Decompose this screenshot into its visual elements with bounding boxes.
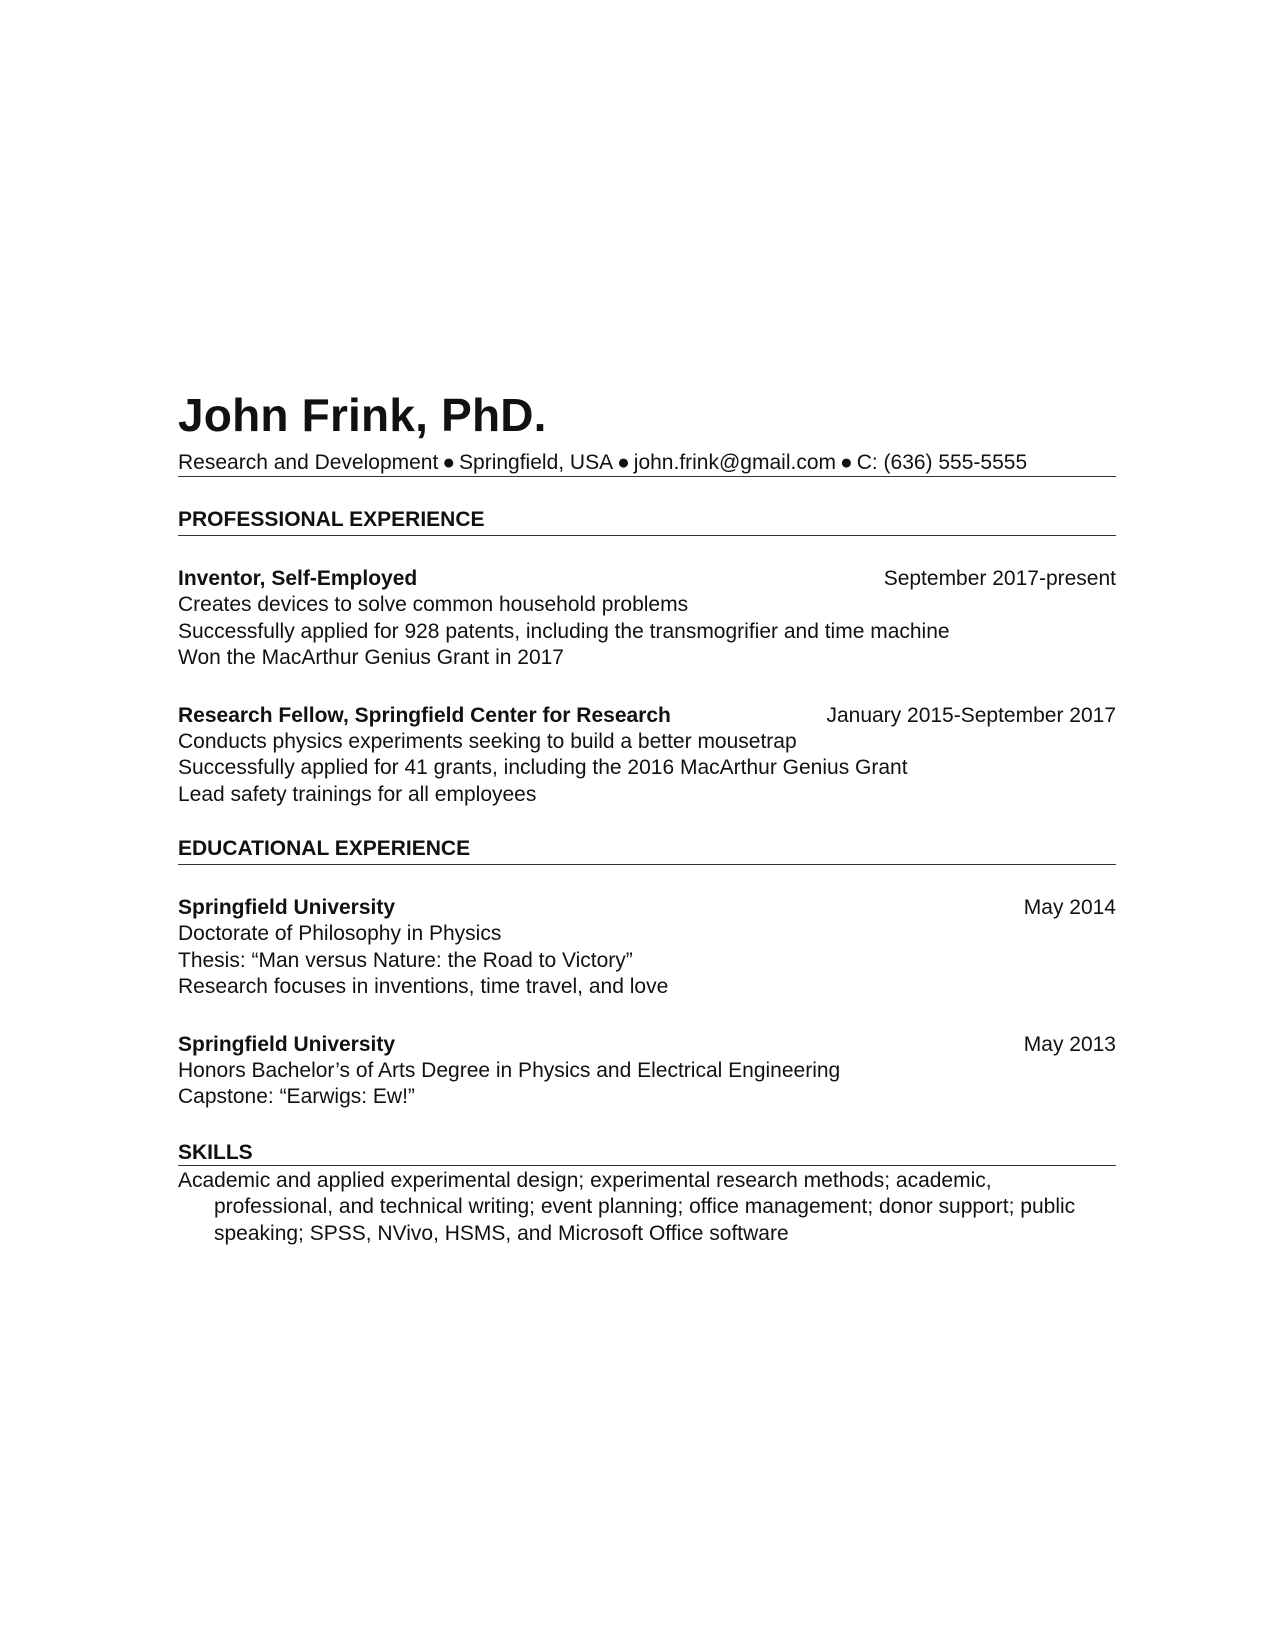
entry-line: Lead safety trainings for all employees [178, 782, 537, 806]
contact-email: john.frink@gmail.com [633, 451, 836, 474]
entry-title: Springfield University [178, 1032, 396, 1056]
entry-line: Successfully applied for 41 grants, including the 2016 MacArthur Genius Grant [178, 756, 908, 779]
entry-line: Thesis: “Man versus Nature: the Road to Victory” [178, 948, 633, 972]
entry-title: Research Fellow, Springfield Center for Research [178, 703, 671, 727]
entry-line: Honors Bachelor’s of Arts Degree in Physics and Electrical Engineering [178, 1058, 841, 1082]
entry-line: Successfully applied for 928 patents, including the transmogrifier and time machine [178, 619, 950, 643]
resume-name: John Frink, PhD. [178, 389, 547, 441]
section-heading-education: EDUCATIONAL EXPERIENCE [178, 838, 1116, 865]
entry-line: Capstone: “Earwigs: Ew!” [178, 1085, 415, 1108]
entry-date: May 2014 [1023, 896, 1116, 919]
bullet-separator: ● [617, 451, 630, 474]
experience-entry [178, 702, 1116, 809]
entry-date: September 2017-present [883, 567, 1116, 590]
bullet-separator: ● [840, 451, 853, 474]
entry-line: Conducts physics experiments seeking to build a better mousetrap [178, 729, 797, 753]
entry-line: Doctorate of Philosophy in Physics [178, 922, 502, 945]
entry-title: Inventor, Self-Employed [178, 567, 418, 590]
contact-role: Research and Development [178, 451, 439, 474]
experience-entry [178, 565, 1116, 672]
contact-line [178, 452, 1116, 477]
education-entry [178, 894, 1116, 1001]
entry-date: May 2013 [1023, 1032, 1116, 1056]
entry-date: January 2015-September 2017 [826, 703, 1116, 727]
entry-line: Creates devices to solve common household problems [178, 593, 689, 616]
section-heading-professional: PROFESSIONAL EXPERIENCE [178, 509, 1116, 536]
entry-title: Springfield University [178, 896, 396, 919]
contact-location: Springfield, USA [459, 451, 614, 474]
bullet-separator: ● [442, 451, 456, 474]
entry-line: Won the MacArthur Genius Grant in 2017 [178, 646, 564, 669]
education-entry [178, 1031, 1116, 1111]
resume-page [178, 389, 1116, 1247]
entry-line: Research focuses in inventions, time travel, and love [178, 975, 669, 998]
contact-phone: C: (636) 555-5555 [856, 451, 1028, 474]
section-heading-skills: SKILLS [178, 1142, 1116, 1166]
skills-text: Academic and applied experimental design; experimental research methods; academic, professional, and technical writing; event planning; office management; donor support; public speaking; SPSS, NVivo, HSMS, and Microsoft Office software [178, 1168, 1076, 1245]
